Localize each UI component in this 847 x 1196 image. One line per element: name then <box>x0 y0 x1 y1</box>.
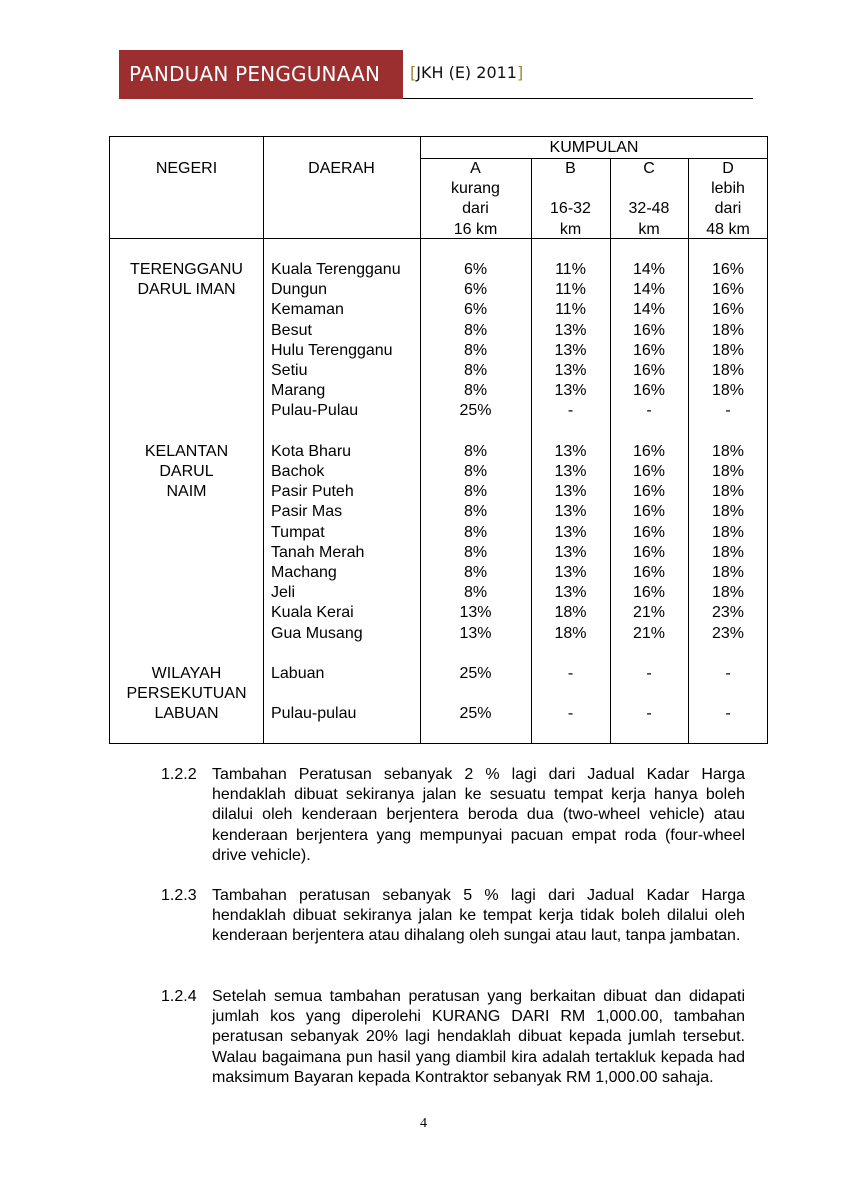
rate-cell: 16% <box>632 362 666 379</box>
group-range-text: lebih <box>711 180 745 198</box>
rate-cell: 8% <box>463 442 488 460</box>
group-range-text: km <box>559 220 582 238</box>
paragraph-text: Tambahan Peratusan sebanyak 2 % lagi dari Jadual Kadar Harga hendaklah dibuat sekiranya jalan ke sesuatu tempat kerja hanya boleh dilalui oleh kenderaan berjentera beroda dua (two-wheel vehicle) atau kenderaan berjentera yang mempunyai pacuan empat roda (four-wheel drive vehicle). <box>212 766 745 864</box>
rate-cell: 13% <box>554 382 587 400</box>
rate-cell: 25% <box>459 705 492 723</box>
group-range-text: kurang <box>451 180 500 198</box>
district-name: Hulu Terengganu <box>271 341 393 359</box>
column-header-negeri: NEGERI <box>155 160 218 177</box>
group-range-text: 32-48 <box>628 200 670 218</box>
rate-cell: 14% <box>632 261 666 278</box>
district-name: Labuan <box>271 665 325 682</box>
district-name: Tumpat <box>271 523 325 541</box>
rate-cell: - <box>725 665 731 682</box>
district-name: Jeli <box>271 584 296 602</box>
rate-cell: 6% <box>463 281 488 299</box>
district-name: Pulau-Pulau <box>271 402 359 420</box>
rate-cell: 16% <box>632 442 666 460</box>
rate-cell: 14% <box>632 301 666 319</box>
rate-cell: 23% <box>711 604 745 622</box>
column-header-kumpulan: KUMPULAN <box>549 139 639 156</box>
rate-cell: 8% <box>463 463 488 480</box>
rate-cell: 14% <box>632 281 666 299</box>
rate-cell: 8% <box>463 564 488 581</box>
rate-cell: 13% <box>554 463 587 480</box>
rate-cell: 18% <box>554 624 587 642</box>
rate-cell: 13% <box>554 442 587 460</box>
rate-cell: 18% <box>711 321 745 339</box>
district-name: Gua Musang <box>271 624 363 642</box>
paragraph-text: Setelah semua tambahan peratusan yang berkaitan dibuat dan didapati jumlah kos yang diperolehi KURANG DARI RM 1,000.00, tambahan peratusan sebanyak 20% lagi hendaklah dibuat kepada jumlah tersebut. Walau bagaimana pun hasil yang diambil kira adalah tertakluk kepada had maksimum Bayaran kepada Kontraktor sebanyak RM 1,000.00 sahaja. <box>212 988 745 1086</box>
rate-cell: 13% <box>554 321 587 339</box>
rate-cell: - <box>646 402 652 420</box>
rate-cell: 13% <box>459 624 492 642</box>
rate-cell: 13% <box>554 483 587 501</box>
paragraph-1-2-2 <box>161 765 745 866</box>
state-name: LABUAN <box>154 705 219 723</box>
rate-cell: 13% <box>554 341 587 359</box>
rate-cell: 16% <box>632 382 666 400</box>
rate-cell: 8% <box>463 483 488 501</box>
rate-cell: 6% <box>463 261 488 278</box>
rate-cell: 8% <box>463 321 488 339</box>
paragraph-number: 1.2.2 <box>161 766 197 783</box>
district-name: Kota Bharu <box>271 442 352 460</box>
rate-cell: 18% <box>711 523 745 541</box>
table-divider <box>263 137 264 743</box>
state-name: PERSEKUTUAN <box>126 685 247 703</box>
rate-cell: 8% <box>463 543 488 561</box>
rate-cell: 16% <box>632 564 666 581</box>
rate-cell: 18% <box>711 543 745 561</box>
group-range-text: 48 km <box>706 220 750 238</box>
district-name: Marang <box>271 382 326 400</box>
state-name: NAIM <box>166 483 207 501</box>
rate-cell: 18% <box>711 584 745 602</box>
rate-table <box>109 136 768 744</box>
rate-cell: 16% <box>632 543 666 561</box>
paragraph-number: 1.2.3 <box>161 887 197 904</box>
paragraph-1-2-4 <box>161 987 745 1088</box>
rate-cell: 8% <box>463 584 488 602</box>
column-header-daerah: DAERAH <box>308 160 375 177</box>
rate-cell: 13% <box>554 523 587 541</box>
rate-cell: - <box>567 705 574 723</box>
rate-cell: 18% <box>711 362 745 379</box>
rate-cell: 11% <box>555 301 586 319</box>
rate-cell: 25% <box>459 402 492 420</box>
district-name: Pulau-pulau <box>271 705 357 723</box>
rate-cell: 8% <box>463 503 488 521</box>
rate-cell: 16% <box>711 281 745 299</box>
state-name: DARUL IMAN <box>137 281 236 299</box>
paragraph-number: 1.2.4 <box>161 988 197 1005</box>
header-title: PANDUAN PENGGUNAAN <box>119 50 403 99</box>
rate-cell: 18% <box>711 463 745 480</box>
group-range-text: 16 km <box>453 220 498 238</box>
rate-cell: 18% <box>711 483 745 501</box>
rate-cell: 13% <box>554 543 587 561</box>
state-name: WILAYAH <box>151 665 222 682</box>
group-range-text: dari <box>462 200 489 218</box>
rate-cell: 21% <box>632 624 666 642</box>
rate-cell: - <box>567 402 574 420</box>
group-letter: B <box>565 160 576 177</box>
rate-cell: 16% <box>711 301 745 319</box>
group-letter: A <box>470 160 481 177</box>
rate-cell: 11% <box>555 261 586 278</box>
group-range-text: 16-32 <box>550 200 591 218</box>
state-name: DARUL <box>159 463 214 480</box>
state-name: KELANTAN <box>144 442 229 460</box>
rate-cell: 25% <box>459 665 492 682</box>
rate-cell: 16% <box>632 341 666 359</box>
rate-cell: 13% <box>554 362 587 379</box>
rate-cell: 16% <box>632 321 666 339</box>
district-name: Setiu <box>271 362 308 379</box>
rate-cell: 13% <box>459 604 492 622</box>
rate-cell: 18% <box>711 382 745 400</box>
district-name: Pasir Mas <box>271 503 343 521</box>
district-name: Pasir Puteh <box>271 483 354 501</box>
district-name: Bachok <box>271 463 325 480</box>
group-letter: C <box>643 160 655 177</box>
rate-cell: - <box>646 665 652 682</box>
group-range-text: km <box>638 220 660 238</box>
rate-cell: 18% <box>554 604 587 622</box>
rate-cell: - <box>567 665 574 682</box>
document-header <box>119 50 753 100</box>
group-letter: D <box>722 160 734 177</box>
page-number: 4 <box>420 1116 427 1131</box>
district-name: Machang <box>271 564 337 581</box>
rate-cell: 23% <box>711 624 745 642</box>
rate-cell: 21% <box>632 604 666 622</box>
rate-cell: 8% <box>463 341 488 359</box>
rate-cell: 18% <box>711 442 745 460</box>
rate-cell: 13% <box>554 584 587 602</box>
rate-cell: 13% <box>554 564 587 581</box>
rate-cell: 18% <box>711 503 745 521</box>
rate-cell: - <box>646 705 652 723</box>
rate-cell: 18% <box>711 341 745 359</box>
district-name: Kemaman <box>271 301 344 319</box>
district-name: Dungun <box>271 281 328 299</box>
group-range-text: dari <box>714 200 742 218</box>
district-name: Kuala Kerai <box>271 604 354 622</box>
rate-cell: 16% <box>711 261 745 278</box>
rate-cell: 8% <box>463 523 488 541</box>
rate-cell: 6% <box>463 301 488 319</box>
rate-cell: 16% <box>632 503 666 521</box>
rate-cell: - <box>725 705 731 723</box>
district-name: Besut <box>271 321 312 339</box>
rate-cell: 16% <box>632 483 666 501</box>
paragraph-1-2-3 <box>161 886 745 947</box>
district-name: Tanah Merah <box>271 543 365 561</box>
rate-cell: 16% <box>632 584 666 602</box>
rate-cell: 8% <box>463 362 488 379</box>
rate-cell: 18% <box>711 564 745 581</box>
rate-cell: 16% <box>632 523 666 541</box>
rate-cell: - <box>725 402 731 420</box>
rate-cell: 13% <box>554 503 587 521</box>
district-name: Kuala Terengganu <box>271 261 401 278</box>
rate-cell: 11% <box>555 281 586 299</box>
rate-cell: 16% <box>632 463 666 480</box>
rate-cell: 8% <box>463 382 488 400</box>
paragraph-text: Tambahan peratusan sebanyak 5 % lagi dari Jadual Kadar Harga hendaklah dibuat sekiranya jalan ke tempat kerja tidak boleh dilalui oleh kenderaan berjentera atau dihalang oleh sungai atau laut, tanpa jambatan. <box>212 887 745 945</box>
header-code: [JKH (E) 2011] <box>410 63 524 82</box>
header-rule <box>403 98 753 99</box>
state-name: TERENGGANU <box>130 261 243 278</box>
